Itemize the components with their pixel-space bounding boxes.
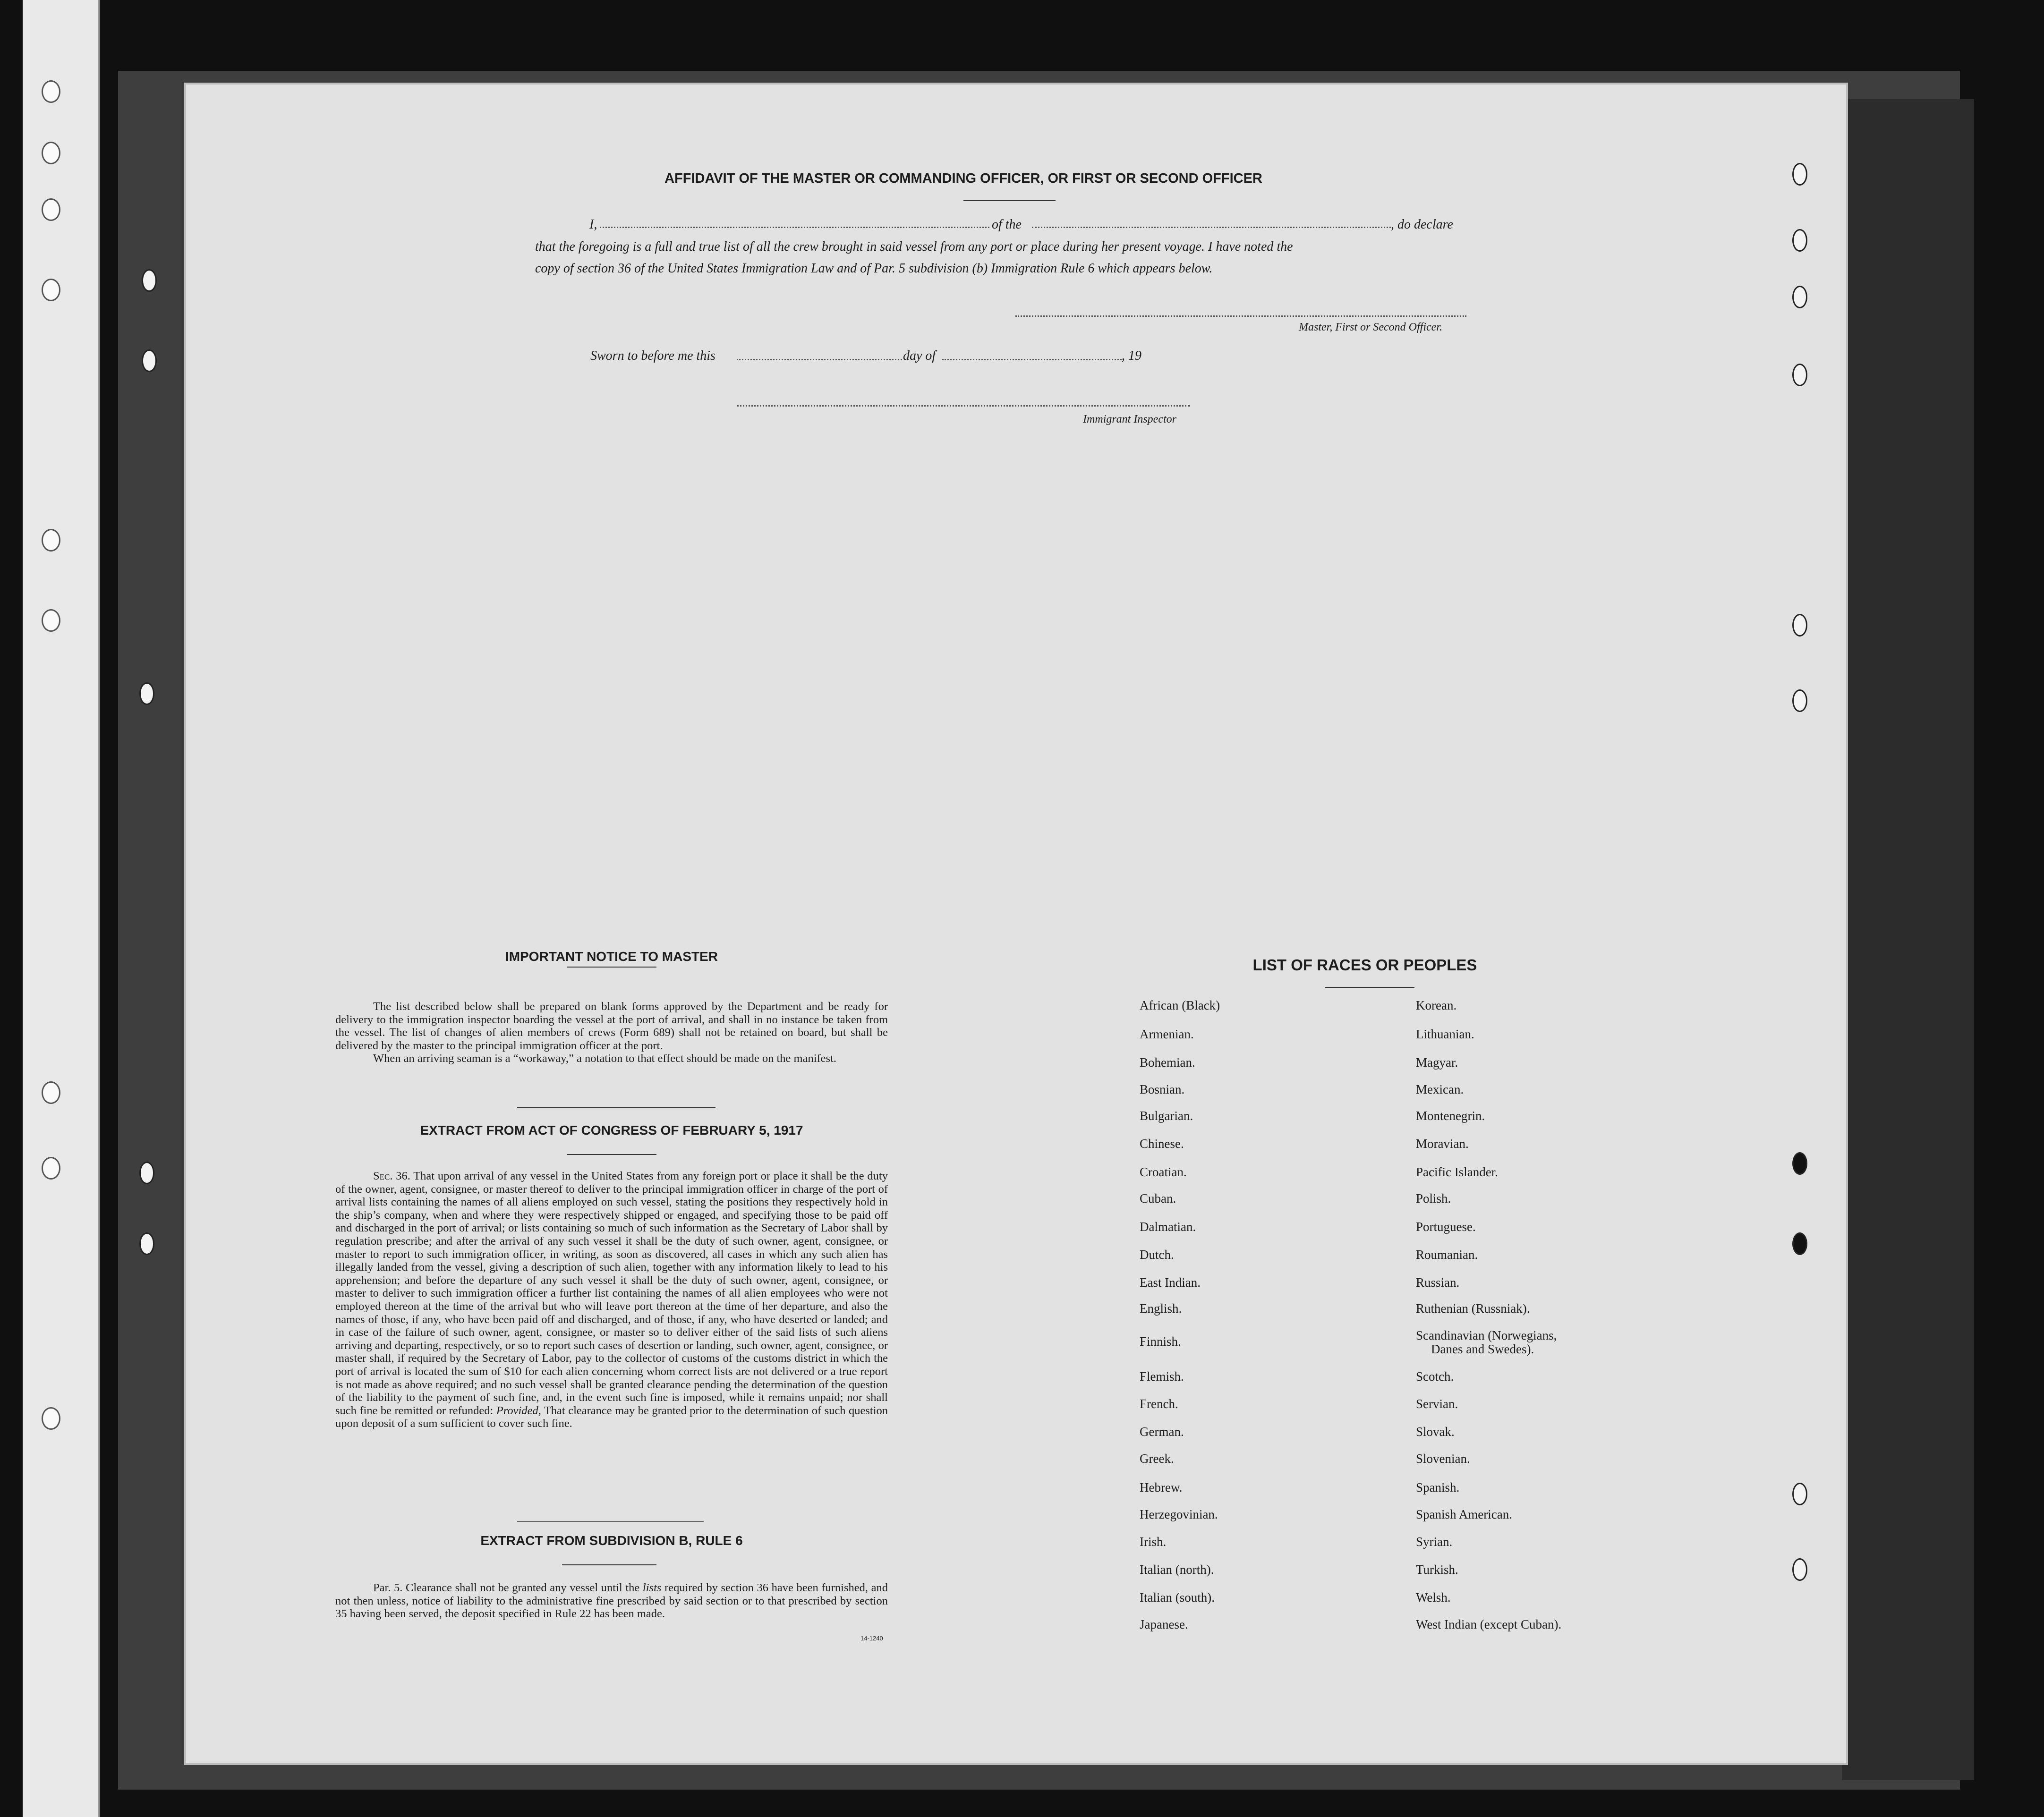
race-list-item: Mexican. xyxy=(1416,1082,1464,1096)
race-list-item: Turkish. xyxy=(1416,1562,1458,1577)
act-divider xyxy=(517,1521,704,1522)
race-list-item: Finnish. xyxy=(1140,1334,1181,1349)
page-hole xyxy=(139,1232,154,1255)
race-list-item: Irish. xyxy=(1140,1535,1167,1549)
race-list-item: English. xyxy=(1140,1301,1182,1316)
sworn-day-line xyxy=(737,359,902,360)
affidavit-body-line-1: that the foregoing is a full and true list of all the crew brought in said vessel from any port or place during her present voyage. I have noted the xyxy=(535,239,1293,254)
rule-body xyxy=(335,1581,888,1621)
notice-divider xyxy=(517,1107,715,1108)
race-list-item: Dutch. xyxy=(1140,1248,1174,1262)
race-list-item: Cuban. xyxy=(1140,1191,1176,1206)
binder-hole xyxy=(42,198,60,221)
affidavit-declare-label: , do declare xyxy=(1391,217,1453,232)
act-provided-word: Provided, xyxy=(496,1404,541,1417)
race-list-item: French. xyxy=(1140,1397,1178,1411)
notice-paragraph: The list described below shall be prepared on blank forms approved by the Department and be ready for delivery to the immigration inspector boarding the vessel at the port of arrival, and shall in no instance be taken from the vessel. The list of changes of alien members of crews (Form 689) shall not be retained on board, but shall be delivered by the master to the principal immigration officer at the port. xyxy=(335,1000,888,1052)
race-list-item: Ruthenian (Russniak). xyxy=(1416,1301,1530,1316)
document-page xyxy=(184,83,1848,1765)
rule-text-part-2: required by section 36 have been furnished, and not then unless, notice of liability to the administrative fine prescribed by said section or to that prescribed by section 35 having been served, the deposit specified in Rule 22 has been made. xyxy=(335,1581,888,1621)
master-signature-label: Master, First or Second Officer. xyxy=(1299,321,1442,333)
affidavit-title: AFFIDAVIT OF THE MASTER OR COMMANDING OFFICER, OR FIRST OR SECOND OFFICER xyxy=(664,171,1262,186)
page-hole xyxy=(142,349,157,372)
race-list-item: Danes and Swedes). xyxy=(1431,1342,1534,1356)
rule-text-part-1: Par. 5. Clearance shall not be granted any vessel until the xyxy=(373,1581,640,1594)
page-hole xyxy=(139,682,154,705)
race-list-item: Italian (south). xyxy=(1140,1590,1215,1605)
race-list-item: Bohemian. xyxy=(1140,1055,1195,1070)
page-hole xyxy=(1792,286,1807,308)
race-list-item: Greek. xyxy=(1140,1452,1174,1466)
notice-title: IMPORTANT NOTICE TO MASTER xyxy=(505,949,718,964)
binder-hole xyxy=(42,609,60,632)
race-list-item: West Indian (except Cuban). xyxy=(1416,1617,1562,1631)
race-list-item: Welsh. xyxy=(1416,1590,1451,1605)
race-list-item: Montenegrin. xyxy=(1416,1109,1485,1123)
race-list-item: Magyar. xyxy=(1416,1055,1458,1070)
race-list-item: Slovak. xyxy=(1416,1425,1455,1439)
race-list-item: Scotch. xyxy=(1416,1369,1454,1384)
race-list-item: Pacific Islander. xyxy=(1416,1165,1498,1179)
page-hole xyxy=(1792,614,1807,637)
page-hole xyxy=(1792,163,1807,186)
race-list-item: Spanish. xyxy=(1416,1480,1460,1494)
affidavit-i-label: I, xyxy=(589,217,597,232)
binder-hole xyxy=(42,529,60,552)
race-list-item: Armenian. xyxy=(1140,1027,1194,1041)
form-number: 14-1240 xyxy=(860,1635,883,1642)
binder-strip xyxy=(23,0,100,1817)
inspector-label: Immigrant Inspector xyxy=(1083,413,1176,425)
act-title: EXTRACT FROM ACT OF CONGRESS OF FEBRUARY 5, 1917 xyxy=(420,1123,803,1138)
race-list-item: Lithuanian. xyxy=(1416,1027,1474,1041)
page-hole xyxy=(1792,1232,1807,1255)
race-list-item: Korean. xyxy=(1416,998,1457,1012)
race-list-item: East Indian. xyxy=(1140,1275,1201,1290)
page-hole xyxy=(142,269,157,292)
page-hole xyxy=(1792,229,1807,252)
binder-hole xyxy=(42,1081,60,1104)
affidavit-title-rule xyxy=(963,200,1056,201)
races-title: LIST OF RACES OR PEOPLES xyxy=(1252,956,1477,974)
notice-title-rule xyxy=(567,967,656,968)
year-label: , 19 xyxy=(1122,348,1141,363)
race-list-item: Bulgarian. xyxy=(1140,1109,1193,1123)
race-list-item: Moravian. xyxy=(1416,1137,1469,1151)
notice-paragraph: When an arriving seaman is a “workaway,” a notation to that effect should be made on the manifest. xyxy=(373,1052,837,1065)
page-hole xyxy=(1792,689,1807,712)
race-list-item: Italian (north). xyxy=(1140,1562,1214,1577)
race-list-item: Roumanian. xyxy=(1416,1248,1478,1262)
race-list-item: Scandinavian (Norwegians, xyxy=(1416,1328,1557,1342)
page-hole xyxy=(1792,364,1807,386)
race-list-item: Chinese. xyxy=(1140,1137,1184,1151)
race-list-item: Portuguese. xyxy=(1416,1220,1476,1234)
sworn-label: Sworn to before me this xyxy=(590,348,715,363)
affidavit-of-the-label: of the xyxy=(992,217,1022,232)
rule-paragraph xyxy=(335,1581,888,1621)
page-hole xyxy=(139,1162,154,1184)
act-text-part-2: That clearance may be granted prior to the determination of such question upon deposit of a sum sufficient to cover such fine. xyxy=(335,1404,888,1430)
race-list-item: Dalmatian. xyxy=(1140,1220,1196,1234)
binder-hole xyxy=(42,1157,60,1180)
affidavit-name-line xyxy=(600,227,989,228)
race-list-item: Croatian. xyxy=(1140,1165,1187,1179)
act-title-rule xyxy=(567,1154,656,1155)
binder-hole xyxy=(42,80,60,103)
binder-hole xyxy=(42,279,60,301)
binder-hole xyxy=(42,1407,60,1430)
race-list-item: Herzegovinian. xyxy=(1140,1507,1218,1521)
race-list-item: Russian. xyxy=(1416,1275,1460,1290)
page-hole xyxy=(1792,1483,1807,1505)
race-list-item: African (Black) xyxy=(1140,998,1220,1012)
race-list-item: Slovenian. xyxy=(1416,1452,1470,1466)
race-list-item: Flemish. xyxy=(1140,1369,1184,1384)
race-list-item: Hebrew. xyxy=(1140,1480,1183,1494)
act-section-label: Sec. 36. xyxy=(373,1170,410,1182)
affidavit-body-line-2: copy of section 36 of the United States Immigration Law and of Par. 5 subdivision (b) Immigration Rule 6 which appears below. xyxy=(535,261,1213,276)
rule-title: EXTRACT FROM SUBDIVISION B, RULE 6 xyxy=(480,1533,743,1548)
master-signature-line xyxy=(1015,315,1466,317)
page-hole xyxy=(1792,1152,1807,1175)
race-list-item: Syrian. xyxy=(1416,1535,1453,1549)
affidavit-vessel-line xyxy=(1032,227,1391,228)
race-list-item: Spanish American. xyxy=(1416,1507,1512,1521)
race-list-item: Bosnian. xyxy=(1140,1082,1185,1096)
race-list-item: Japanese. xyxy=(1140,1617,1188,1631)
race-list-item: Servian. xyxy=(1416,1397,1458,1411)
race-list-item: German. xyxy=(1140,1425,1184,1439)
races-title-rule xyxy=(1325,987,1414,988)
race-list-item: Polish. xyxy=(1416,1191,1451,1206)
act-text-part-1: That upon arrival of any vessel in the United States from any foreign port or place it shall be the duty of the owner, agent, consignee, or master thereof to deliver to the principal immigration officer in charge of the port of arrival lists containing the names of all aliens employed on such vessel, stating the positions they respectively hold in the ship’s company, when and where they were respectively shipped or engaged, and specifying those to be paid off and discharged in the port of arrival; or lists containing so much of such information as the Secretary of Labor shall by regulation prescribe; and after the arrival of any such vessel it shall be the duty of such owner, agent, consignee, or master to report to such immigration officer, in writing, as soon as discovered, all cases in which any such alien has illegally landed from the vessel, giving a description of such alien, together with any information likely to lead to his apprehension; and before the departure of any such vessel it shall be the duty of such owner, agent, consignee, or master to deliver to such immigration officer a further list containing the names of all alien employees who were not employed thereon at the time of the arrival but who will leave port thereon at the time of her departure, and also the names of those, if any, who have been paid off and discharged, and of those, if any, who have deserted or landed; and in case of the failure of such owner, agent, consignee, or master so to deliver either of the said lists of such aliens arriving and departing, respectively, or so to report such cases of desertion or landing, such owner, agent, consignee, or master shall, if required by the Secretary of Labor, pay to the collector of customs of the customs district in which the port of arrival is located the sum of $10 for each alien concerning whom correct lists are not delivered or a true report is not made as above required; and no such vessel shall be granted clearance pending the determination of the question of the liability to the payment of such fine, and, in the event such fine is imposed, while it remains unpaid; nor shall such fine be remitted or refunded: xyxy=(335,1170,888,1417)
rule-lists-word: lists xyxy=(642,1581,662,1594)
act-paragraph xyxy=(335,1170,888,1430)
day-of-label: day of xyxy=(903,348,936,363)
back-sheet xyxy=(1842,99,1974,1780)
inspector-signature-line xyxy=(737,405,1190,407)
sworn-month-line xyxy=(942,359,1122,360)
binder-hole xyxy=(42,142,60,164)
page-hole xyxy=(1792,1558,1807,1581)
rule-title-rule xyxy=(562,1564,656,1565)
notice-body xyxy=(335,1000,888,1065)
act-body xyxy=(335,1170,888,1430)
